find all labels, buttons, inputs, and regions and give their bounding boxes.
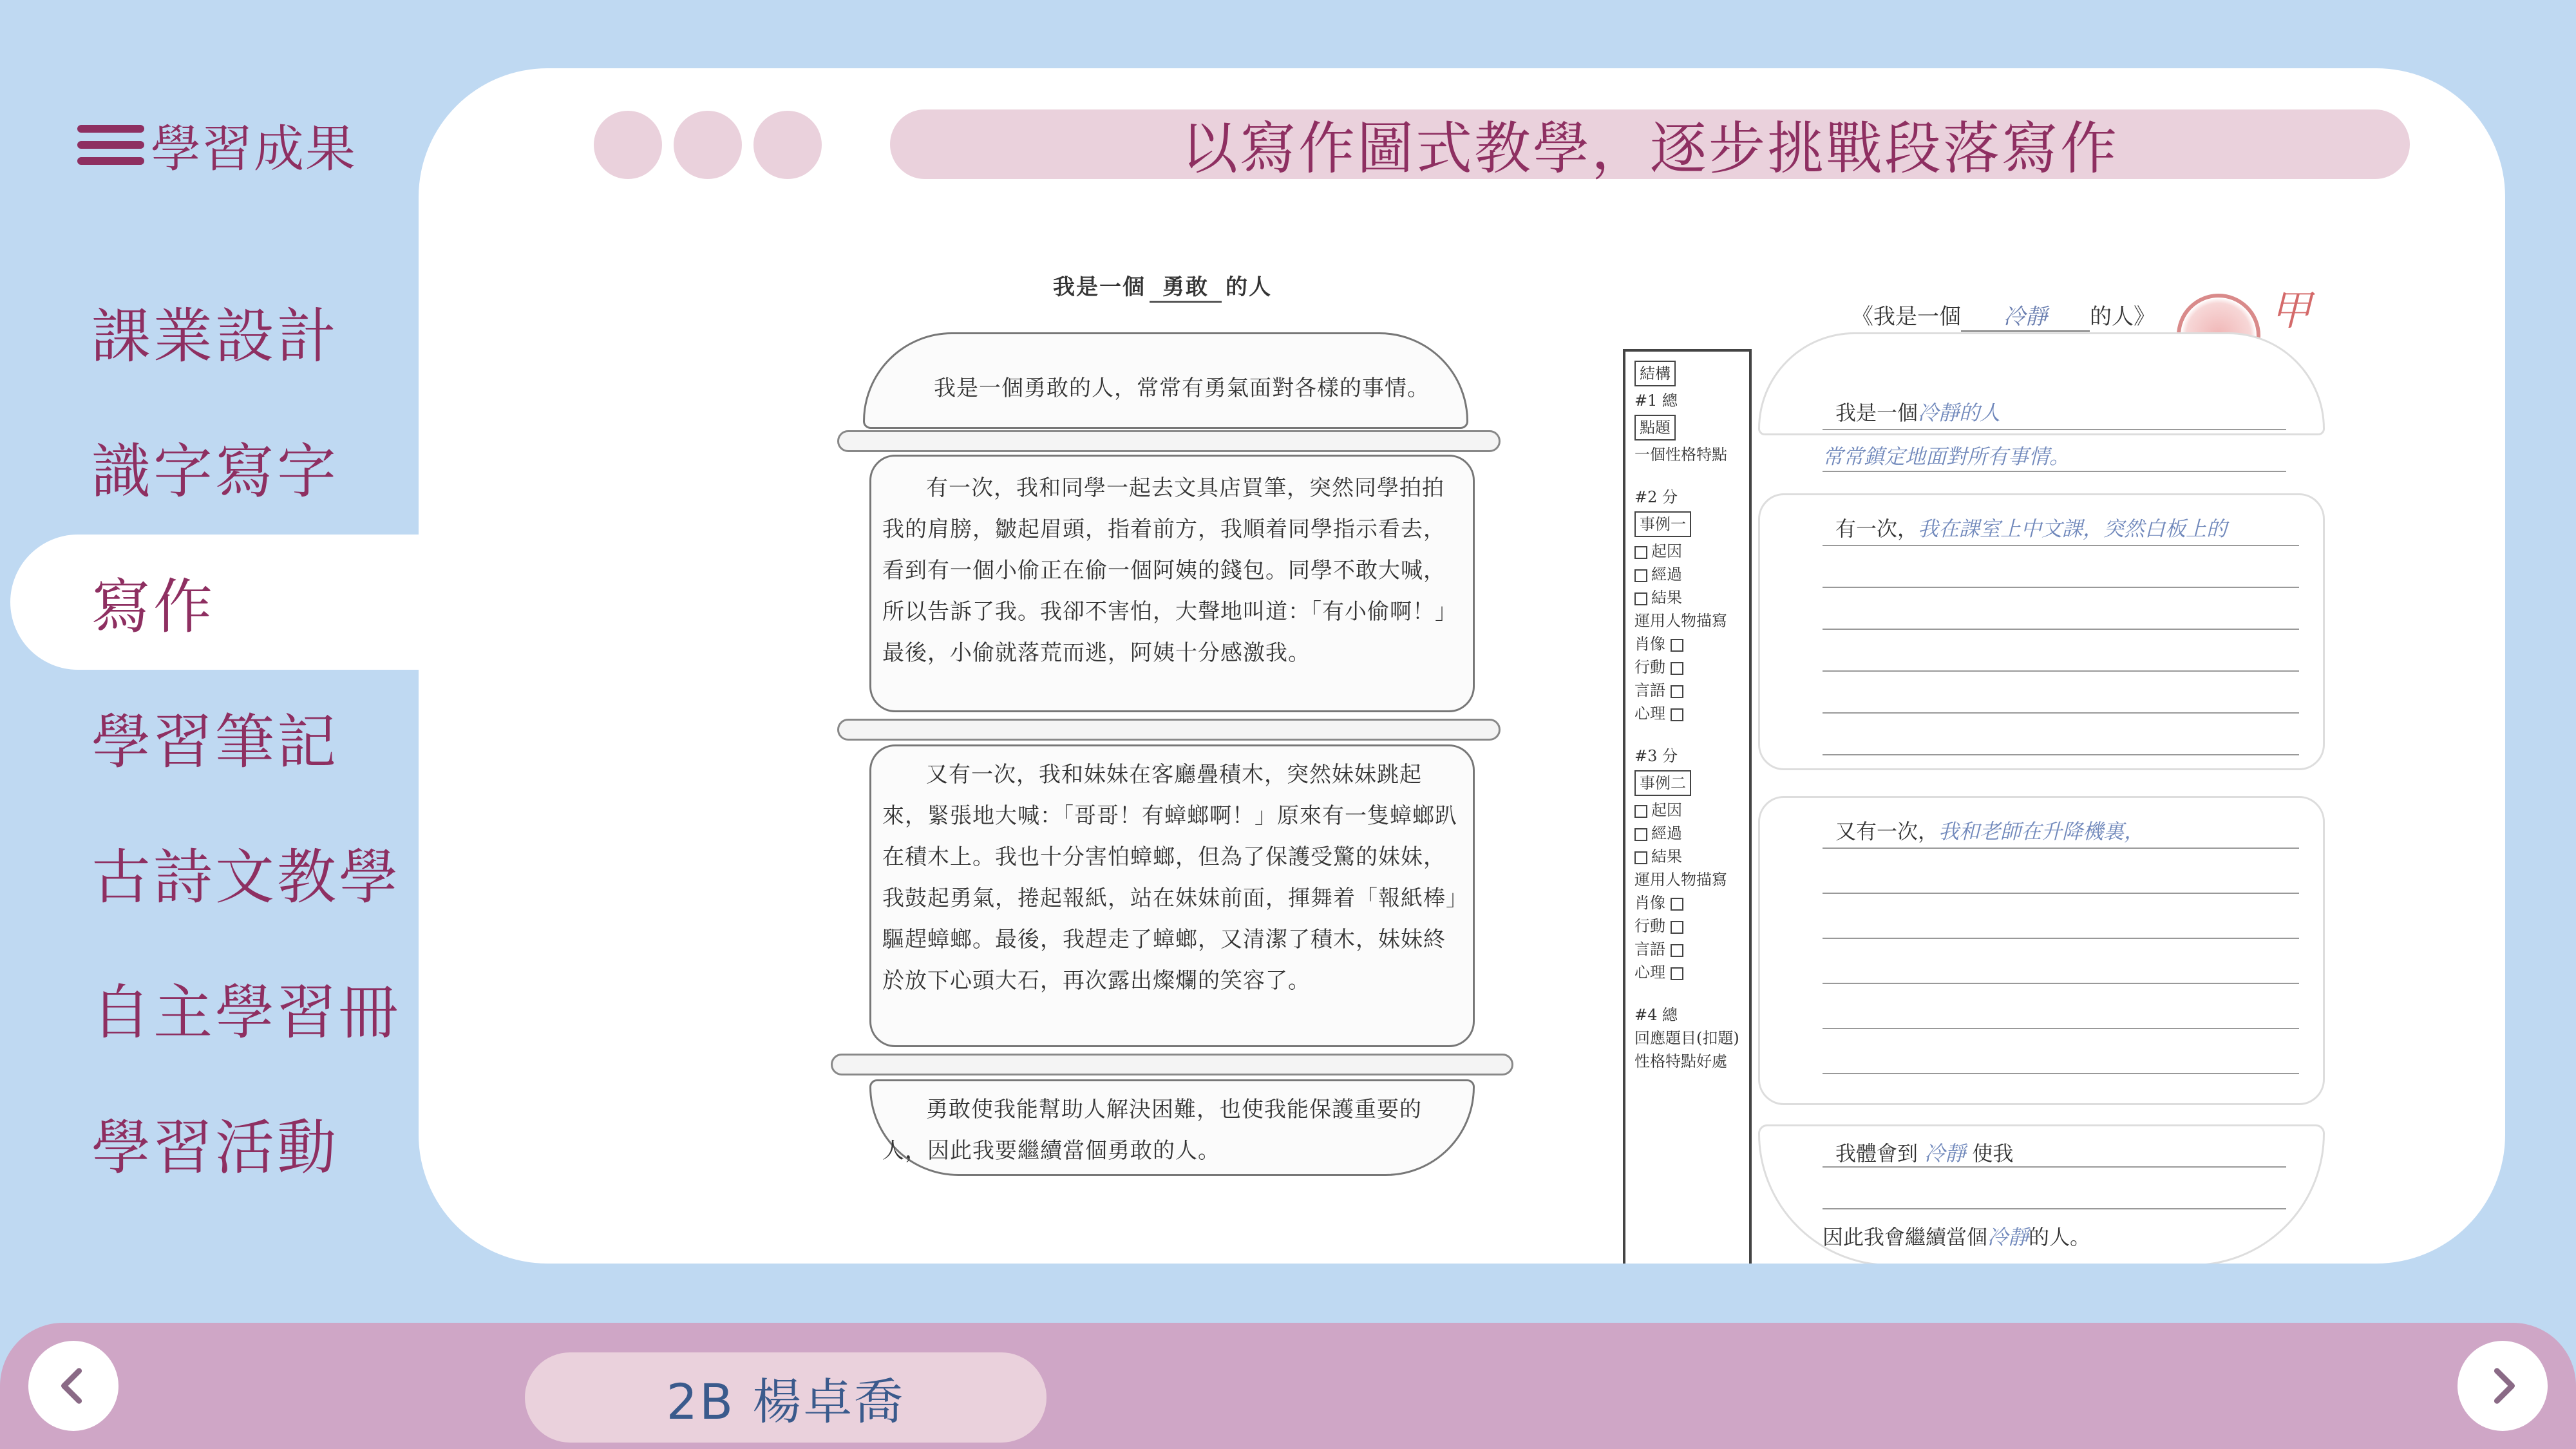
page-title-bar xyxy=(890,109,2410,182)
right-row-1: 我是一個冷靜的人 xyxy=(1835,401,2001,425)
write-line xyxy=(1823,429,2286,430)
menu-title: 學習成果 xyxy=(151,120,357,178)
left-worksheet-title: 我是一個 勇敢 的人 xyxy=(1053,269,1272,303)
checklist-item: 結果 xyxy=(1634,845,1740,868)
write-line xyxy=(1823,1166,2286,1168)
checklist-item: 起因 xyxy=(1634,540,1740,563)
sidebar-item-label: 自主學習冊 xyxy=(91,978,401,1047)
checklist-item: 心理 xyxy=(1634,961,1740,984)
worksheet-image xyxy=(805,223,2415,1264)
structure-checklist xyxy=(1623,349,1752,1264)
chevron-right-icon xyxy=(2480,1363,2525,1408)
checklist-item: 經過 xyxy=(1634,822,1740,845)
checklist-heading: 運用人物描寫 xyxy=(1634,871,1727,889)
checklist-item: 言語 xyxy=(1634,679,1740,702)
student-label xyxy=(525,1352,1046,1443)
right-row-end: 我體會到 冷靜 使我 xyxy=(1835,1141,2014,1166)
checklist-heading: 運用人物描寫 xyxy=(1634,612,1727,630)
write-line xyxy=(1823,587,2299,588)
write-line xyxy=(1823,629,2299,630)
checklist-item: 行動 xyxy=(1634,656,1740,679)
checklist-tag: 事例二 xyxy=(1634,770,1691,796)
sidebar-item-label: 古詩文教學 xyxy=(91,843,401,912)
checklist-tag: 事例一 xyxy=(1634,511,1691,537)
lettuce-layer-3 xyxy=(831,1054,1513,1075)
checklist-note: 回應題目(扣題) xyxy=(1634,1029,1739,1047)
right-row-2: 常常鎮定地面對所有事情。 xyxy=(1823,444,2070,469)
checklist-section-3: #3 分 xyxy=(1634,747,1678,765)
checklist-item: 心理 xyxy=(1634,702,1740,725)
checklist-item: 經過 xyxy=(1634,563,1740,586)
sidebar-item-label: 課業設計 xyxy=(91,302,339,371)
paragraph-2: 又有一次，我和妹妹在客廳疊積木，突然妹妹跳起來，緊張地大喊：「哥哥！有蟑螂啊！」原來有一隻蟑螂趴在積木上。我也十分害怕蟑螂，但為了保護受驚的妹妹，我鼓起勇氣，捲起報紙，站在妹妹前面，揮舞着「報紙棒」驅趕蟑螂。最後，我趕走了蟑螂，又清潔了積木，妹妹終於放下心頭大石，再次露出燦爛的笑容了。 xyxy=(882,762,1457,994)
write-line xyxy=(1823,1208,2286,1209)
lettuce-layer-1 xyxy=(837,430,1501,452)
sidebar-item-label: 學習活動 xyxy=(91,1113,339,1182)
grade-mark: 甲 xyxy=(2270,287,2311,335)
sidebar-nav xyxy=(0,264,425,1211)
sidebar-item-course-design[interactable] xyxy=(0,264,425,399)
checklist-item: 肖像 xyxy=(1634,891,1740,914)
sidebar-item-literacy[interactable] xyxy=(0,399,425,535)
lettuce-layer-2 xyxy=(837,719,1501,741)
chevron-left-icon xyxy=(51,1363,96,1408)
checklist-item: 行動 xyxy=(1634,914,1740,938)
write-line xyxy=(1823,754,2299,755)
student-name: 2B 楊卓喬 xyxy=(666,1372,905,1430)
sidebar-item-label: 寫作 xyxy=(91,573,216,641)
write-line xyxy=(1823,670,2299,672)
prev-button[interactable] xyxy=(28,1341,118,1431)
menu-icon[interactable] xyxy=(77,125,144,165)
right-row-3: 有一次，我在課室上中文課，突然白板上的 xyxy=(1835,516,2228,541)
checklist-item: 言語 xyxy=(1634,938,1740,961)
sidebar-item-classical-poetry[interactable] xyxy=(0,805,425,940)
window-dot-1 xyxy=(594,111,662,179)
write-line xyxy=(1823,712,2299,714)
sidebar-item-writing[interactable] xyxy=(10,535,425,670)
checklist-item: 肖像 xyxy=(1634,632,1740,656)
window-dot-2 xyxy=(674,111,742,179)
sidebar-item-notes[interactable] xyxy=(0,670,425,805)
sidebar-item-label: 學習筆記 xyxy=(91,708,339,777)
write-line xyxy=(1823,983,2299,984)
next-button[interactable] xyxy=(2458,1341,2548,1431)
checklist-section-4: #4 總 xyxy=(1634,1006,1678,1024)
checklist-note: 一個性格特點 xyxy=(1634,446,1727,464)
write-line xyxy=(1823,545,2299,546)
window-dot-3 xyxy=(753,111,822,179)
write-line xyxy=(1823,1028,2299,1029)
checklist-tag: 點題 xyxy=(1634,415,1676,440)
bottom-bar xyxy=(0,1323,2576,1449)
checklist-item: 起因 xyxy=(1634,799,1740,822)
sidebar-item-activities[interactable] xyxy=(0,1075,425,1211)
write-line xyxy=(1823,848,2299,849)
sidebar-item-label: 識字寫字 xyxy=(91,437,339,506)
top-bun-text: 我是一個勇敢的人，常常有勇氣面對各樣的事情。 xyxy=(934,375,1430,401)
checklist-item: 結果 xyxy=(1634,586,1740,609)
right-row-last: 因此我會繼續當個冷靜的人。 xyxy=(1823,1225,2091,1249)
write-line xyxy=(1823,1073,2299,1074)
paragraph-1: 有一次，我和同學一起去文具店買筆，突然同學拍拍我的肩膀，皺起眉頭，指着前方，我順着同學指示看去，看到有一個小偷正在偷一個阿姨的錢包。同學不敢大喊，所以告訴了我。我卻不害怕，大聲地叫道：「有小偷啊！」最後，小偷就落荒而逃，阿姨十分感激我。 xyxy=(882,475,1457,666)
write-line xyxy=(1823,471,2286,472)
write-line xyxy=(1823,893,2299,894)
menu-header[interactable] xyxy=(77,109,357,180)
page-title: 以寫作圖式教學，逐步挑戰段落寫作 xyxy=(1180,115,2119,182)
checklist-section-2: #2 分 xyxy=(1634,488,1678,506)
right-row-6: 又有一次，我和老師在升降機裏， xyxy=(1835,819,2145,844)
content-card xyxy=(419,68,2505,1264)
checklist-note: 性格特點好處 xyxy=(1634,1052,1727,1070)
right-worksheet-title: 《我是一個 冷靜 的人》 xyxy=(1852,299,2155,332)
bottom-bun-text: 勇敢使我能幫助人解決困難，也使我能保護重要的人，因此我要繼續當個勇敢的人。 xyxy=(882,1097,1422,1164)
checklist-header: 結構 xyxy=(1634,361,1676,386)
write-line xyxy=(1823,938,2299,939)
checklist-section-1: #1 總 xyxy=(1634,392,1678,410)
sidebar-item-self-study[interactable] xyxy=(0,940,425,1075)
